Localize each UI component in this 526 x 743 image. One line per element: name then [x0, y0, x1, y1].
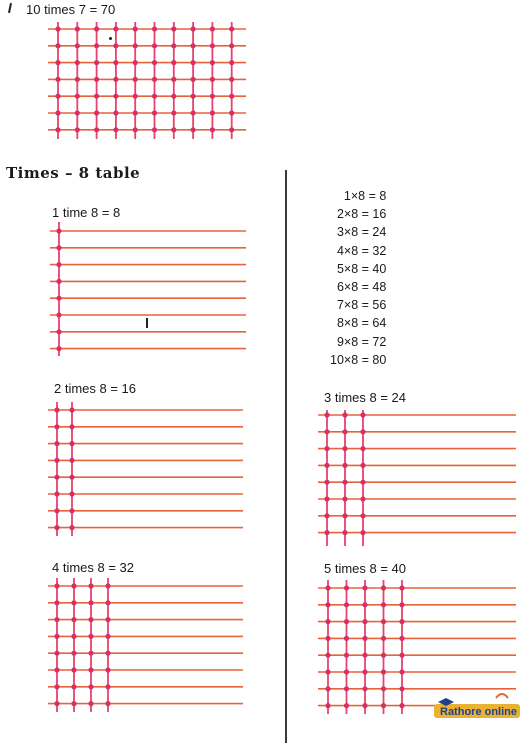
intersection-dot	[191, 26, 196, 31]
intersection-dot	[56, 296, 61, 301]
example-1-grid	[50, 222, 250, 358]
intersection-dot	[54, 600, 59, 605]
intersection-dot	[113, 77, 118, 82]
example-1-label: 1 time 8 = 8	[52, 205, 121, 220]
intersection-dot	[55, 110, 60, 115]
intersection-dot	[56, 228, 61, 233]
intersection-dot	[399, 686, 404, 691]
intersection-dot	[325, 653, 330, 658]
times-8-table-list	[330, 187, 386, 369]
intersection-dot	[360, 496, 365, 501]
intersection-dot	[360, 530, 365, 535]
intersection-dot	[69, 475, 74, 480]
intersection-dot	[54, 424, 59, 429]
intersection-dot	[71, 600, 76, 605]
intersection-dot	[360, 429, 365, 434]
intersection-dot	[171, 127, 176, 132]
intersection-dot	[381, 585, 386, 590]
intersection-dot	[191, 94, 196, 99]
intersection-dot	[54, 475, 59, 480]
example-5-label: 5 times 8 = 40	[324, 561, 407, 576]
intersection-dot	[55, 127, 60, 132]
intersection-dot	[113, 110, 118, 115]
intersection-dot	[324, 412, 329, 417]
intersection-dot	[94, 26, 99, 31]
intersection-dot	[171, 60, 176, 65]
intersection-dot	[191, 60, 196, 65]
intersection-dot	[324, 530, 329, 535]
intersection-dot	[171, 43, 176, 48]
intersection-dot	[342, 496, 347, 501]
intersection-dot	[105, 701, 110, 706]
intersection-dot	[54, 651, 59, 656]
intersection-dot	[362, 602, 367, 607]
table-line: 3×8 = 24	[336, 225, 387, 240]
intersection-dot	[362, 653, 367, 658]
intersection-dot	[75, 60, 80, 65]
intersection-dot	[133, 60, 138, 65]
intersection-dot	[55, 94, 60, 99]
intersection-dot	[324, 446, 329, 451]
table-line: 1×8 = 8	[343, 189, 387, 203]
intersection-dot	[88, 684, 93, 689]
table-line: 5×8 = 40	[336, 261, 387, 276]
intersection-dot	[152, 43, 157, 48]
intersection-dot	[152, 127, 157, 132]
intersection-dot	[56, 245, 61, 250]
intersection-dot	[113, 43, 118, 48]
intersection-dot	[325, 585, 330, 590]
intersection-dot	[362, 585, 367, 590]
intersection-dot	[94, 110, 99, 115]
table-line: 2×8 = 16	[336, 207, 387, 222]
intersection-dot	[113, 26, 118, 31]
intersection-dot	[152, 110, 157, 115]
intersection-dot	[69, 407, 74, 412]
example-3-grid	[318, 410, 518, 546]
intersection-dot	[54, 667, 59, 672]
rathore-online-logo	[432, 686, 522, 726]
intersection-dot	[171, 77, 176, 82]
intersection-dot	[399, 703, 404, 708]
intersection-dot	[152, 26, 157, 31]
intersection-dot	[360, 463, 365, 468]
intersection-dot	[105, 583, 110, 588]
intersection-dot	[191, 77, 196, 82]
intersection-dot	[342, 412, 347, 417]
intersection-dot	[75, 26, 80, 31]
stray-mark	[146, 318, 148, 328]
intersection-dot	[381, 653, 386, 658]
intersection-dot	[191, 110, 196, 115]
intersection-dot	[54, 441, 59, 446]
intersection-dot	[55, 43, 60, 48]
intersection-dot	[105, 651, 110, 656]
stray-dot	[109, 37, 112, 40]
intersection-dot	[54, 407, 59, 412]
intersection-dot	[210, 110, 215, 115]
intersection-dot	[152, 77, 157, 82]
example-2-label: 2 times 8 = 16	[54, 381, 137, 396]
intersection-dot	[171, 110, 176, 115]
intersection-dot	[105, 684, 110, 689]
example-4-grid	[48, 578, 248, 712]
intersection-dot	[75, 43, 80, 48]
intersection-dot	[152, 94, 157, 99]
intersection-dot	[54, 458, 59, 463]
table-line: 10×8 = 80	[330, 352, 387, 367]
intersection-dot	[56, 262, 61, 267]
intersection-dot	[56, 312, 61, 317]
intersection-dot	[94, 94, 99, 99]
intersection-dot	[229, 94, 234, 99]
intersection-dot	[344, 686, 349, 691]
intersection-dot	[55, 77, 60, 82]
table-line: 9×8 = 72	[336, 334, 387, 349]
intersection-dot	[342, 429, 347, 434]
intersection-dot	[399, 619, 404, 624]
intersection-dot	[381, 669, 386, 674]
logo-text: Rathore online	[440, 706, 518, 718]
intersection-dot	[105, 617, 110, 622]
intersection-dot	[113, 94, 118, 99]
intersection-dot	[362, 703, 367, 708]
example-4-label: 4 times 8 = 32	[52, 560, 135, 575]
intersection-dot	[54, 491, 59, 496]
intersection-dot	[191, 127, 196, 132]
intersection-dot	[88, 583, 93, 588]
intersection-dot	[342, 446, 347, 451]
table-line: 7×8 = 56	[336, 298, 387, 313]
intersection-dot	[342, 463, 347, 468]
intersection-dot	[133, 94, 138, 99]
intersection-dot	[113, 60, 118, 65]
intersection-dot	[360, 412, 365, 417]
intersection-dot	[69, 441, 74, 446]
intersection-dot	[88, 651, 93, 656]
intersection-dot	[210, 127, 215, 132]
intersection-dot	[229, 60, 234, 65]
intersection-dot	[54, 684, 59, 689]
intersection-dot	[75, 77, 80, 82]
intersection-dot	[56, 279, 61, 284]
intersection-dot	[71, 684, 76, 689]
intersection-dot	[56, 346, 61, 351]
intersection-dot	[113, 127, 118, 132]
intersection-dot	[381, 703, 386, 708]
intersection-dot	[88, 634, 93, 639]
intersection-dot	[229, 77, 234, 82]
intersection-dot	[325, 669, 330, 674]
intersection-dot	[399, 669, 404, 674]
intersection-dot	[71, 583, 76, 588]
column-divider	[285, 170, 287, 743]
intersection-dot	[88, 600, 93, 605]
intersection-dot	[75, 94, 80, 99]
table-line: 6×8 = 48	[336, 280, 387, 295]
intersection-dot	[399, 585, 404, 590]
intersection-dot	[152, 60, 157, 65]
intersection-dot	[324, 513, 329, 518]
intersection-dot	[54, 525, 59, 530]
intersection-dot	[94, 43, 99, 48]
intersection-dot	[133, 43, 138, 48]
intersection-dot	[88, 617, 93, 622]
intersection-dot	[325, 686, 330, 691]
intersection-dot	[324, 429, 329, 434]
intersection-dot	[344, 653, 349, 658]
intersection-dot	[360, 513, 365, 518]
intersection-dot	[344, 636, 349, 641]
intersection-dot	[171, 26, 176, 31]
intersection-dot	[381, 686, 386, 691]
intersection-dot	[54, 583, 59, 588]
intersection-dot	[229, 127, 234, 132]
intersection-dot	[344, 669, 349, 674]
intersection-dot	[69, 508, 74, 513]
intersection-dot	[133, 26, 138, 31]
intersection-dot	[75, 110, 80, 115]
intersection-dot	[133, 110, 138, 115]
intersection-dot	[229, 26, 234, 31]
intersection-dot	[324, 480, 329, 485]
intersection-dot	[344, 602, 349, 607]
intersection-dot	[399, 602, 404, 607]
intersection-dot	[210, 26, 215, 31]
intersection-dot	[55, 26, 60, 31]
intersection-dot	[399, 636, 404, 641]
top-example-grid	[48, 22, 248, 140]
intersection-dot	[71, 634, 76, 639]
intersection-dot	[171, 94, 176, 99]
intersection-dot	[342, 513, 347, 518]
intersection-dot	[210, 43, 215, 48]
intersection-dot	[54, 617, 59, 622]
intersection-dot	[210, 94, 215, 99]
intersection-dot	[381, 636, 386, 641]
intersection-dot	[71, 617, 76, 622]
intersection-dot	[71, 701, 76, 706]
intersection-dot	[362, 636, 367, 641]
intersection-dot	[69, 424, 74, 429]
intersection-dot	[191, 43, 196, 48]
intersection-dot	[69, 491, 74, 496]
intersection-dot	[88, 667, 93, 672]
intersection-dot	[54, 508, 59, 513]
intersection-dot	[229, 43, 234, 48]
intersection-dot	[105, 667, 110, 672]
intersection-dot	[381, 619, 386, 624]
intersection-dot	[105, 600, 110, 605]
intersection-dot	[94, 77, 99, 82]
intersection-dot	[344, 703, 349, 708]
intersection-dot	[381, 602, 386, 607]
intersection-dot	[342, 480, 347, 485]
intersection-dot	[69, 458, 74, 463]
intersection-dot	[362, 669, 367, 674]
intersection-dot	[325, 636, 330, 641]
intersection-dot	[210, 77, 215, 82]
stray-mark	[8, 3, 12, 13]
intersection-dot	[362, 686, 367, 691]
intersection-dot	[133, 127, 138, 132]
intersection-dot	[94, 127, 99, 132]
intersection-dot	[210, 60, 215, 65]
intersection-dot	[344, 585, 349, 590]
intersection-dot	[133, 77, 138, 82]
intersection-dot	[56, 329, 61, 334]
example-2-grid	[48, 402, 248, 536]
table-line: 4×8 = 32	[336, 243, 387, 258]
top-example-label: 10 times 7 = 70	[26, 2, 116, 17]
intersection-dot	[229, 110, 234, 115]
intersection-dot	[325, 619, 330, 624]
intersection-dot	[325, 602, 330, 607]
example-3-label: 3 times 8 = 24	[324, 390, 407, 405]
intersection-dot	[325, 703, 330, 708]
intersection-dot	[360, 480, 365, 485]
intersection-dot	[324, 463, 329, 468]
intersection-dot	[54, 634, 59, 639]
section-title: Times – 8 table	[6, 164, 141, 182]
intersection-dot	[362, 619, 367, 624]
intersection-dot	[342, 530, 347, 535]
intersection-dot	[71, 667, 76, 672]
intersection-dot	[105, 634, 110, 639]
intersection-dot	[69, 525, 74, 530]
intersection-dot	[71, 651, 76, 656]
intersection-dot	[360, 446, 365, 451]
intersection-dot	[94, 60, 99, 65]
intersection-dot	[88, 701, 93, 706]
intersection-dot	[344, 619, 349, 624]
table-line: 8×8 = 64	[336, 316, 387, 331]
intersection-dot	[399, 653, 404, 658]
intersection-dot	[54, 701, 59, 706]
intersection-dot	[324, 496, 329, 501]
intersection-dot	[55, 60, 60, 65]
intersection-dot	[75, 127, 80, 132]
